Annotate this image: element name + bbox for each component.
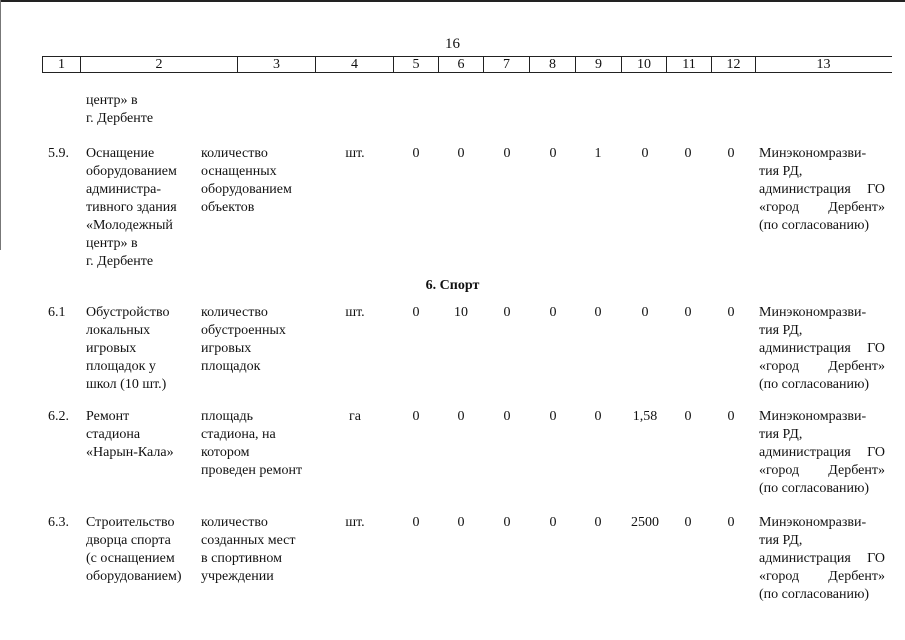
column-number: 5	[394, 57, 439, 72]
value-cell: 0	[727, 146, 735, 161]
responsible-line: Минэкономразви-	[759, 305, 867, 320]
name-line: (с оснащением	[86, 551, 175, 566]
responsible	[759, 408, 885, 498]
unit: шт.	[345, 515, 365, 530]
value-cell: 1	[594, 146, 602, 161]
name-line: оборудованием	[86, 164, 177, 179]
indicator	[201, 304, 286, 376]
indicator-line: площадь	[201, 409, 253, 424]
column-number: 2	[81, 57, 238, 72]
value-cell: 0	[503, 409, 511, 424]
unit: шт.	[345, 146, 365, 161]
name-line: дворца спорта	[86, 533, 171, 548]
value-cell: 0	[684, 409, 692, 424]
row-number: 6.2.	[48, 409, 69, 424]
value-cell: 2500	[631, 515, 659, 530]
indicator-line: площадок	[201, 359, 261, 374]
responsible-line: тия РД,	[759, 427, 803, 442]
responsible	[759, 145, 885, 235]
page-top-edge	[0, 0, 905, 2]
indicator	[201, 145, 292, 217]
value-cell: 0	[549, 305, 557, 320]
column-number: 11	[667, 57, 712, 72]
responsible-line: (по согласованию)	[759, 587, 870, 602]
column-number: 7	[484, 57, 530, 72]
responsible-line: (по согласованию)	[759, 218, 870, 233]
page-number: 16	[445, 36, 460, 52]
value-cell: 0	[549, 146, 557, 161]
value-cell: 0	[503, 146, 511, 161]
indicator-line: котором	[201, 445, 250, 460]
value-cell: 0	[457, 515, 465, 530]
responsible-line: «город Дербент»	[759, 359, 885, 374]
column-number: 9	[576, 57, 622, 72]
indicator-line: созданных мест	[201, 533, 296, 548]
name-line: Оснащение	[86, 146, 155, 161]
column-number: 3	[238, 57, 316, 72]
indicator-line: оснащенных	[201, 164, 277, 179]
responsible-line: (по согласованию)	[759, 377, 870, 392]
name-line: стадиона	[86, 427, 141, 442]
responsible-line: Минэкономразви-	[759, 146, 867, 161]
indicator-line: стадиона, на	[201, 427, 276, 442]
name-line: школ (10 шт.)	[86, 377, 167, 392]
responsible-line: администрация ГО	[759, 551, 885, 566]
responsible-line: администрация ГО	[759, 182, 885, 197]
name-line: Обустройство	[86, 305, 170, 320]
name-line: оборудованием)	[86, 569, 182, 584]
name-line: игровых	[86, 341, 137, 356]
indicator-line: количество	[201, 305, 268, 320]
indicator-line: учреждении	[201, 569, 274, 584]
responsible-line: «город Дербент»	[759, 200, 885, 215]
column-number: 12	[712, 57, 756, 72]
responsible-line: администрация ГО	[759, 445, 885, 460]
column-number: 4	[316, 57, 394, 72]
responsible	[759, 514, 885, 604]
value-cell: 0	[412, 146, 420, 161]
indicator-line: проведен ремонт	[201, 463, 303, 478]
value-cell: 0	[457, 146, 465, 161]
value-cell: 0	[503, 515, 511, 530]
value-cell: 0	[594, 515, 602, 530]
name-line: площадок у	[86, 359, 156, 374]
unit: шт.	[345, 305, 365, 320]
value-cell: 0	[549, 409, 557, 424]
value-cell: 1,58	[632, 409, 658, 424]
value-cell: 0	[457, 409, 465, 424]
activity-name	[86, 304, 170, 394]
column-number-header	[42, 56, 892, 73]
value-cell: 0	[727, 515, 735, 530]
row-number: 6.1	[48, 305, 66, 320]
name-line: г. Дербенте	[86, 254, 154, 269]
responsible-line: тия РД,	[759, 164, 803, 179]
indicator	[201, 408, 302, 480]
indicator-line: объектов	[201, 200, 255, 215]
name-line: Строительство	[86, 515, 175, 530]
indicator-line: оборудованием	[201, 182, 292, 197]
name-line: центр» в	[86, 236, 138, 251]
indicator-line: игровых	[201, 341, 252, 356]
value-cell: 0	[684, 146, 692, 161]
name-line: тивного здания	[86, 200, 177, 215]
name-line: г. Дербенте	[86, 111, 154, 126]
value-cell: 0	[684, 515, 692, 530]
column-number: 6	[439, 57, 484, 72]
value-cell: 0	[641, 146, 649, 161]
responsible-line: тия РД,	[759, 533, 803, 548]
value-cell: 0	[727, 305, 735, 320]
indicator-line: количество	[201, 515, 268, 530]
responsible-line: (по согласованию)	[759, 481, 870, 496]
column-number: 13	[816, 57, 831, 72]
column-number: 1	[43, 57, 81, 72]
indicator	[201, 514, 295, 586]
value-cell: 0	[641, 305, 649, 320]
name-line: Ремонт	[86, 409, 130, 424]
value-cell: 0	[412, 305, 420, 320]
value-cell: 10	[454, 305, 468, 320]
indicator-line: в спортивном	[201, 551, 282, 566]
name-line: «Молодежный	[86, 218, 173, 233]
value-cell: 0	[594, 409, 602, 424]
responsible	[759, 304, 885, 394]
value-cell: 0	[549, 515, 557, 530]
value-cell: 0	[412, 409, 420, 424]
row-number: 6.3.	[48, 515, 69, 530]
unit: га	[349, 409, 361, 424]
value-cell: 0	[412, 515, 420, 530]
indicator-line: количество	[201, 146, 268, 161]
name-line: «Нарын-Кала»	[86, 445, 174, 460]
column-number: 8	[530, 57, 576, 72]
row-number: 5.9.	[48, 146, 69, 161]
responsible-line: тия РД,	[759, 323, 803, 338]
value-cell: 0	[684, 305, 692, 320]
section-title: 6. Спорт	[425, 278, 480, 293]
value-cell: 0	[727, 409, 735, 424]
indicator-line: обустроенных	[201, 323, 286, 338]
responsible-line: Минэкономразви-	[759, 409, 867, 424]
responsible-line: администрация ГО	[759, 341, 885, 356]
responsible-line: «город Дербент»	[759, 569, 885, 584]
responsible-line: Минэкономразви-	[759, 515, 867, 530]
activity-name	[86, 145, 177, 271]
name-line: центр» в	[86, 93, 138, 108]
activity-name	[86, 408, 174, 462]
activity-name	[86, 514, 182, 586]
responsible-line: «город Дербент»	[759, 463, 885, 478]
value-cell: 0	[594, 305, 602, 320]
name-line: администра-	[86, 182, 162, 197]
name-line: локальных	[86, 323, 151, 338]
column-number: 10	[622, 57, 667, 72]
value-cell: 0	[503, 305, 511, 320]
